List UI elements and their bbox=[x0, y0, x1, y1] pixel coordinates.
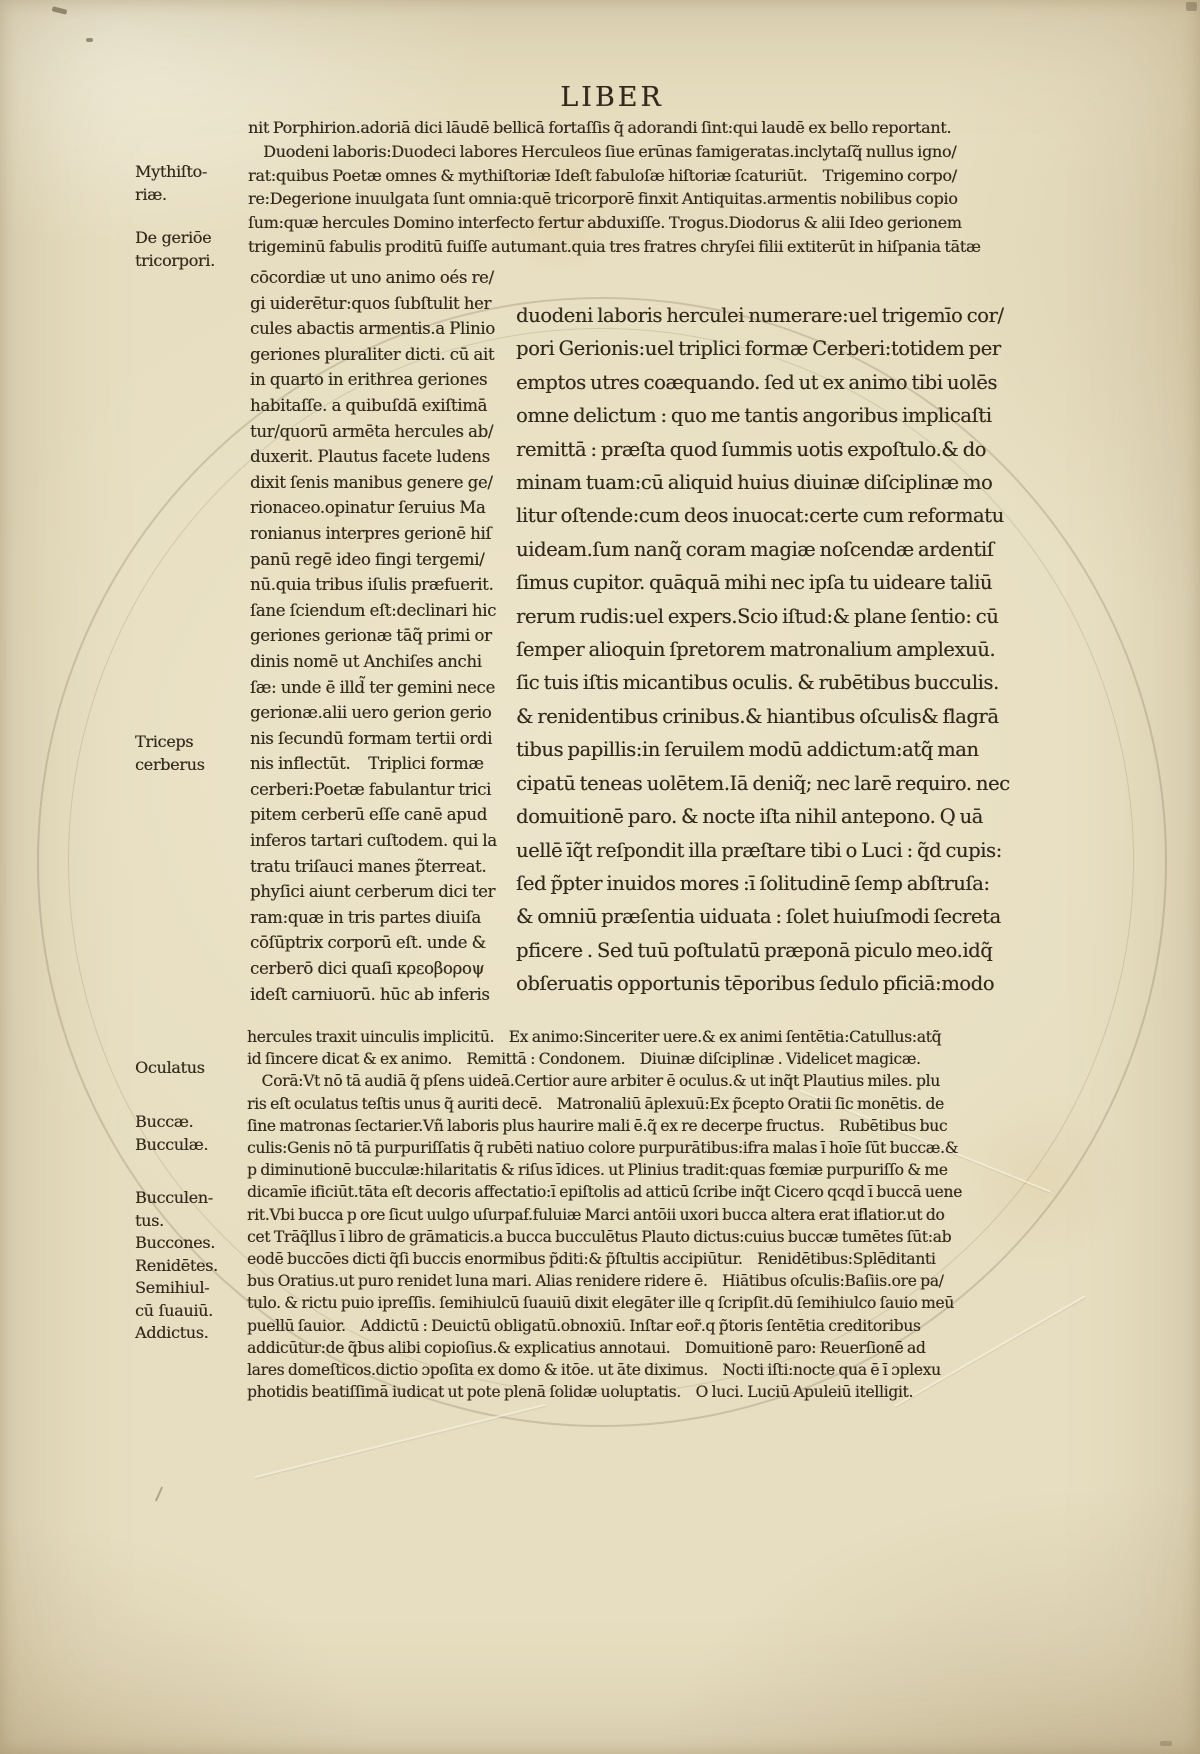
text-line: cules abactis armentis.a Plinio bbox=[250, 319, 495, 339]
text-line: pitem cerberū eſſe canē apud bbox=[250, 805, 487, 825]
text-line: Duodeni laboris:Duodeci labores Herculeos ſiue erūnas famigeratas.inclytaſq̃ nullus igno/ bbox=[248, 141, 957, 161]
text-line: nit Porphirion.adoriā dici lāudē bellicā fortaſſis q̃ adorandi ſint:qui laudē ex bello reportant. bbox=[248, 118, 952, 137]
text-line: photidis beatiſſimā iudicat ut pote plenā ſolidæ uoluptatis. O luci. Luciū Apuleiū itelligit. bbox=[247, 1383, 914, 1402]
text-line: cerberō dici quaſi κρεοβοροψ bbox=[250, 959, 485, 979]
margin-note-buccae bbox=[135, 1110, 247, 1156]
text-line: geriones pluraliter dicti. cū ait bbox=[250, 344, 495, 364]
text-line: culis:Genis nō tā purpuriſſatis q̃ rubēti natiuo colore purpurātibus:ifra malas ī hoīe ſūt buccæ.& bbox=[247, 1139, 959, 1158]
text-line: De geriōe bbox=[135, 228, 212, 247]
text-line: ſic tuis iſtis micantibus oculis. & rubētibus bucculis. bbox=[516, 671, 999, 695]
text-line: nis inflectūt. Triplici formæ bbox=[250, 754, 484, 774]
text-line: litur oſtende:cum deos inuocat:certe cum reformatu bbox=[516, 504, 1004, 528]
text-line: tus. bbox=[135, 1211, 164, 1230]
text-line: ſine matronas ſectarier.Vñ laboris plus haurire mali ē.q̃ ex re decerpe fructus. Rubētibus buc bbox=[247, 1116, 948, 1135]
text-line: obſeruatis opportunis tēporibus ſedulo pficiā:modo bbox=[516, 972, 995, 996]
text-line: re:Degerione inuulgata ſunt omnia:quē tricorporē finxit Antiquitas.armentis nobilibus copio bbox=[248, 189, 958, 209]
text-line: rionaceo.opinatur ſeruius Ma bbox=[250, 498, 486, 518]
text-line: nū.quia tribus iſulis præfuerit. bbox=[250, 575, 494, 595]
text-line: inferos tartari cuſtodem. qui la bbox=[250, 831, 497, 851]
text-line: lares domeſticos.dictio ɔpoſita ex domo & itōe. ut āte diximus. Nocti iſti:nocte qua ē ī ɔplexu bbox=[247, 1361, 941, 1380]
text-line: cōſūptrix corporū eſt. unde & bbox=[250, 933, 486, 953]
text-line: hercules traxit uinculis implicitū. Ex animo:Sinceriter uere.& ex animi ſentētia:Catullus:atq̃ bbox=[247, 1028, 942, 1046]
margin-note-bucculentus bbox=[135, 1186, 247, 1232]
text-line: tratu triſauci manes p̃terreat. bbox=[250, 856, 487, 876]
text-line: domuitionē paro. & nocte iſta nihil antepono. Q uā bbox=[516, 805, 983, 829]
text-line: uellē īq̃t reſpondit illa præſtare tibi o Luci : q̃d cupis: bbox=[516, 838, 1002, 862]
text-line: remittā : præſta quod ſummis uotis expoſtulo.& do bbox=[516, 437, 986, 461]
margin-note-mythistoriae bbox=[135, 160, 247, 206]
text-line: gerionæ.alii uero gerion gerio bbox=[250, 703, 492, 723]
running-head: LIBER bbox=[560, 82, 664, 113]
text-line: rerum rudis:uel expers.Scio iſtud:& plane ſentio: cū bbox=[516, 604, 999, 628]
text-line: bus Oratius.ut puro renidet luna mari. Alias renidere ridere ē. Hiātibus oſculis:Baſiis.ore pa/ bbox=[247, 1272, 944, 1291]
text-line: Semihiul- bbox=[135, 1278, 210, 1298]
text-line: ſane ſciendum eſt:declinari hic bbox=[250, 600, 497, 620]
text-line: duodeni laboris herculei numerare:uel trigemīo cor/ bbox=[516, 304, 1004, 327]
text-line: cet Trāq̃llus ī libro de grāmaticis.a bucca bucculētus Plauto dictus:cuius buccæ tumētes ſūt:ab bbox=[247, 1227, 952, 1246]
text-line: habitaſſe. a quibuſdā exiſtimā bbox=[250, 395, 488, 415]
text-line: Oculatus bbox=[135, 1058, 205, 1077]
text-line: ſum:quæ hercules Domino interfecto fertur abduxiſſe. Trogus.Diodorus & alii Ideo gerionem bbox=[248, 213, 962, 233]
text-line: dicamīe ificiūt.tāta eſt decoris affectatio:ī epiſtolis ad atticū ſcribe inq̃t Cicero qcqd ī buccā uene bbox=[247, 1183, 962, 1202]
ink-speck bbox=[86, 38, 93, 42]
text-line: ronianus interpres gerionē hiſ bbox=[250, 523, 492, 543]
text-line: pficere . Sed tuū poſtulatū præponā piculo meo.idq̃ bbox=[516, 938, 993, 962]
margin-note-de-gerione bbox=[135, 226, 247, 272]
text-line: ris eſt oculatus teſtis unus q̃ auriti decē. Matronaliū āplexuū:Ex p̃cepto Oratii ſic monētis. de bbox=[247, 1094, 944, 1113]
text-line: rat:quibus Poetæ omnes & mythiſtoriæ Ideſt fabuloſæ hiſtoriæ ſcaturiūt. Trigemino corpo/ bbox=[248, 165, 957, 185]
text-line: riæ. bbox=[135, 185, 167, 204]
margin-note-triceps-cerberus bbox=[135, 730, 247, 776]
text-line: Buccæ. bbox=[135, 1112, 194, 1131]
bottom-commentary bbox=[247, 1026, 1031, 1403]
text-line: dixit ſenis manibus genere ge/ bbox=[250, 472, 493, 492]
text-line: ideſt carniuorū. hūc ab inferis bbox=[250, 984, 490, 1004]
text-line: rit.Vbi bucca p ore ſicut uulgo uſurpaf.fuluiæ Marci antōii uxori bucca altera erat iflatior.ut do bbox=[247, 1205, 945, 1224]
commentary-column-left bbox=[250, 265, 522, 1007]
text-line: panū regē ideo fingi tergemi/ bbox=[250, 549, 485, 569]
ink-speck bbox=[1186, 2, 1197, 11]
text-line: id ſincere dicat & ex animo. Remittā : Condonem. Diuinæ diſciplinæ . Videlicet magicæ. bbox=[247, 1050, 921, 1069]
text-line: Bucculæ. bbox=[135, 1135, 209, 1154]
text-line: in quarto in erithrea geriones bbox=[250, 370, 488, 390]
text-line: Triceps bbox=[135, 732, 194, 751]
text-line: duxerit. Plautus facete ludens bbox=[250, 447, 490, 467]
intro-paragraph bbox=[248, 116, 1026, 259]
text-line: puellū ſauior. Addictū : Deuictū obligatū.obnoxiū. Inſtar eor̃.q p̃toris ſentētia creditoribus bbox=[247, 1316, 921, 1335]
margin-note-oculatus bbox=[135, 1056, 247, 1079]
text-line: minam tuam:cū aliquid huius diuinæ diſciplinæ mo bbox=[516, 471, 993, 495]
text-line: cerberi:Poetæ fabulantur trici bbox=[250, 779, 492, 799]
text-line: cōcordiæ ut uno animo oés re/ bbox=[250, 268, 494, 287]
text-line: tricorpori. bbox=[135, 251, 215, 270]
text-line: ſæ: unde ē illd̃ ter gemini nece bbox=[250, 677, 495, 697]
text-line: ſimus cupitor. quāquā mihi nec ipſa tu uideare taliū bbox=[516, 571, 993, 595]
text-line: nis ſecundū formam tertii ordi bbox=[250, 728, 493, 748]
text-line: p diminutionē bucculæ:hilaritatis & riſus īdices. ut Plinius tradit:quas fœmiæ purpuriſſo & me bbox=[247, 1161, 948, 1180]
text-line: Bucculen- bbox=[135, 1188, 213, 1207]
text-line: Renidētes. bbox=[135, 1255, 218, 1275]
text-line: gi uiderētur:quos ſubſtulit her bbox=[250, 293, 492, 313]
text-line: ſemper alioquin ſpretorem matronalium amplexuū. bbox=[516, 638, 996, 662]
text-line: Mythiſto- bbox=[135, 162, 207, 181]
scratch-mark bbox=[254, 1404, 546, 1479]
text-line: cipatū teneas uolētem.Iā deniq̃; nec larē requiro. nec bbox=[516, 771, 1010, 795]
text-line: ram:quæ in tris partes diuiſa bbox=[250, 907, 481, 927]
text-line: tulo. & rictu puio ipreſſis. ſemihiulcū ſuauiū dixit elegāter ille q ſcripſit.dū ſemihiulco ſauio meū bbox=[247, 1294, 954, 1313]
text-line: dinis nomē ut Anchiſes anchi bbox=[250, 651, 482, 671]
text-line: Corā:Vt nō tā audiā q̃ pſens uideā.Certior aure arbiter ē oculus.& ut inq̃t Plautius miles. plu bbox=[247, 1072, 940, 1091]
text-line: phyſici aiunt cerberum dici ter bbox=[250, 882, 496, 902]
margin-note-buccones-list bbox=[135, 1232, 247, 1345]
ink-speck bbox=[52, 6, 68, 14]
text-line: & omniū præſentia uiduata : ſolet huiuſmodi ſecreta bbox=[516, 905, 1001, 929]
text-line: Addictus. bbox=[135, 1323, 209, 1343]
main-text-column-right bbox=[516, 299, 1024, 1001]
ink-speck bbox=[1160, 1741, 1172, 1746]
text-line: emptos utres coæquando. ſed ut ex animo tibi uolēs bbox=[516, 370, 997, 394]
text-line: addicūtur:de q̃bus alibi copioſius.& explicatius annotaui. Domuitionē paro: Reuerſionē ad bbox=[247, 1338, 926, 1357]
text-line: eodē buccōes dicti q̃ſi buccis enormibus p̃diti:& p̃ſtultis accipiūtur. Renidētibus:Splēditanti bbox=[247, 1250, 936, 1269]
text-line: Buccones. bbox=[135, 1233, 215, 1252]
text-line: tibus papillis:in ſeruilem modū addictum:atq̃ man bbox=[516, 738, 979, 762]
text-line: & renidentibus crinibus.& hiantibus oſculis& flagrā bbox=[516, 704, 999, 728]
text-line: trigeminū fabulis proditū fuiſſe autumant.quia tres fratres chryſei filii extiterūt in hiſpania tātæ bbox=[248, 236, 981, 256]
ink-speck bbox=[155, 1486, 163, 1501]
text-line: cerberus bbox=[135, 755, 205, 774]
text-line: omne delictum : quo me tantis angoribus implicaſti bbox=[516, 404, 992, 428]
text-line: ſed p̃pter inuidos mores :ī ſolitudinē ſemp abſtruſa: bbox=[516, 871, 990, 895]
text-line: pori Gerionis:uel triplici formæ Cerberi:totidem per bbox=[516, 337, 1001, 361]
text-line: cū ſuauiū. bbox=[135, 1300, 213, 1320]
text-line: tur/quorū armēta hercules ab/ bbox=[250, 421, 494, 441]
text-line: geriones gerionæ tāq̃ primi or bbox=[250, 626, 492, 646]
text-line: uideam.ſum nanq̃ coram magiæ noſcendæ ardentiſ bbox=[516, 537, 994, 561]
